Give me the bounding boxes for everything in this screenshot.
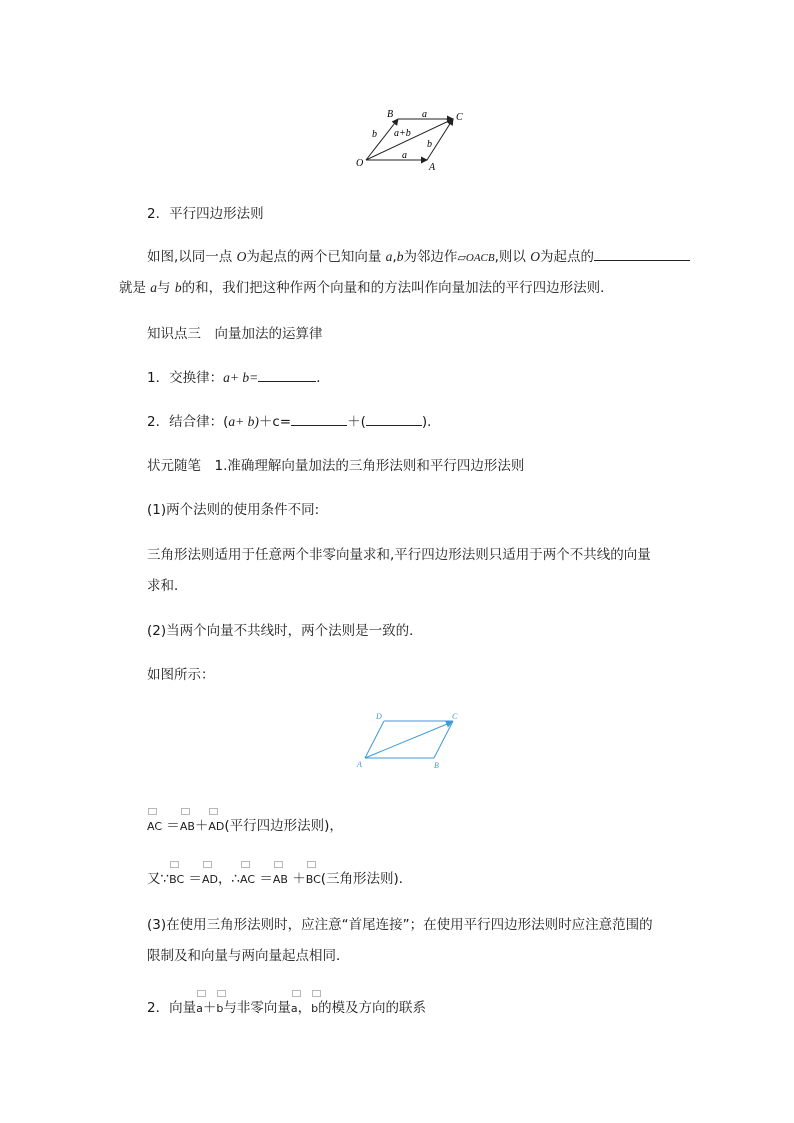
note-item-2: (2)当两个向量不共线时，两个法则是一致的． [147, 623, 423, 639]
parallelogram-oacb-figure [350, 104, 480, 174]
vector-ab-term-2: AB [273, 871, 288, 887]
note-item-1-body-line2: 求和． [147, 578, 188, 594]
vector-bc-term-2: BC [306, 871, 321, 887]
vector-bc-term: BC [169, 871, 184, 887]
diagonal-ac [365, 722, 452, 758]
label-point-o: O [356, 158, 364, 169]
section-2-title: 2．平行四边形法则 [147, 206, 264, 222]
commutative-law: 1．交换律：a+ b= ． [147, 366, 330, 386]
equation-triangle: 又∵ BC ＝ AD，∴ AC ＝ AB ＋ BC(三角形法则)． [147, 867, 412, 887]
section-vector-sum-relation-title: 2．向量 a＋ b与非零向量 a， b的模及方向的联系 [147, 996, 426, 1016]
note-item-1-body-line1: 三角形法则适用于任意两个非零向量求和,平行四边形法则只适用于两个不共线的向量 [147, 547, 651, 563]
vector-ac-term-2: AC [240, 871, 255, 887]
paragraph-parallelogram-rule-line1: 如图,以同一点 O为起点的两个已知向量 a,b为邻边作▱OACB,则以 O为起点的 [147, 245, 690, 265]
equation-parallelogram: AC ＝ AB＋ AD(平行四边形法则)， [147, 814, 343, 834]
answer-blank-commutative[interactable] [258, 368, 316, 383]
parallelogram-abcd-figure [356, 710, 468, 774]
vector-ac-term: AC [147, 818, 162, 834]
segment-bc [434, 721, 453, 758]
answer-blank-sum-vector[interactable] [594, 247, 690, 262]
figure-caption: 如图所示： [147, 667, 215, 683]
note-item-3-line1: (3)在使用三角形法则时，应注意“首尾连接”；在使用平行四边形法则时应注意范围的 [147, 917, 653, 933]
vector-b-term-2: b [311, 1000, 318, 1016]
vector-ab-term: AB [180, 818, 195, 834]
label-point-b2: B [434, 761, 439, 770]
note-item-1: (1)两个法则的使用条件不同: [147, 502, 320, 518]
knowledge-point-3-title: 知识点三 向量加法的运算律 [147, 326, 323, 342]
vector-a-term: a [196, 1000, 203, 1016]
vector-ad-term-2: AD [202, 871, 218, 887]
vector-b-term: b [216, 1000, 223, 1016]
label-point-c: C [456, 112, 463, 123]
note-title: 状元随笔 1.准确理解向量加法的三角形法则和平行四边形法则 [147, 458, 525, 474]
vector-a-term-2: a [291, 1000, 298, 1016]
label-vector-b-left: b [372, 129, 377, 140]
label-point-a: A [429, 162, 436, 173]
label-point-d: D [376, 712, 382, 721]
segment-ad [365, 721, 384, 758]
label-vector-a-bottom: a [402, 150, 407, 161]
paragraph-parallelogram-rule-line2: 就是 a与 b的和，我们把这种作两个向量和的方法叫作向量加法的平行四边形法则． [119, 280, 614, 296]
label-point-b: B [387, 109, 394, 120]
answer-blank-associative-1[interactable] [291, 412, 347, 427]
label-vector-a-plus-b: a+b [394, 128, 411, 139]
answer-blank-associative-2[interactable] [366, 412, 422, 427]
note-item-3-line2: 限制及和向量与两向量起点相同． [147, 948, 350, 964]
associative-law: 2．结合律：(a+ b)＋c= ＋( )． [147, 410, 441, 430]
vector-ob [366, 119, 398, 160]
label-point-c2: C [452, 712, 458, 721]
label-point-a2: A [357, 760, 362, 769]
label-vector-a-top: a [422, 109, 427, 120]
vector-ad-term: AD [208, 818, 224, 834]
label-vector-b-right: b [427, 139, 432, 150]
